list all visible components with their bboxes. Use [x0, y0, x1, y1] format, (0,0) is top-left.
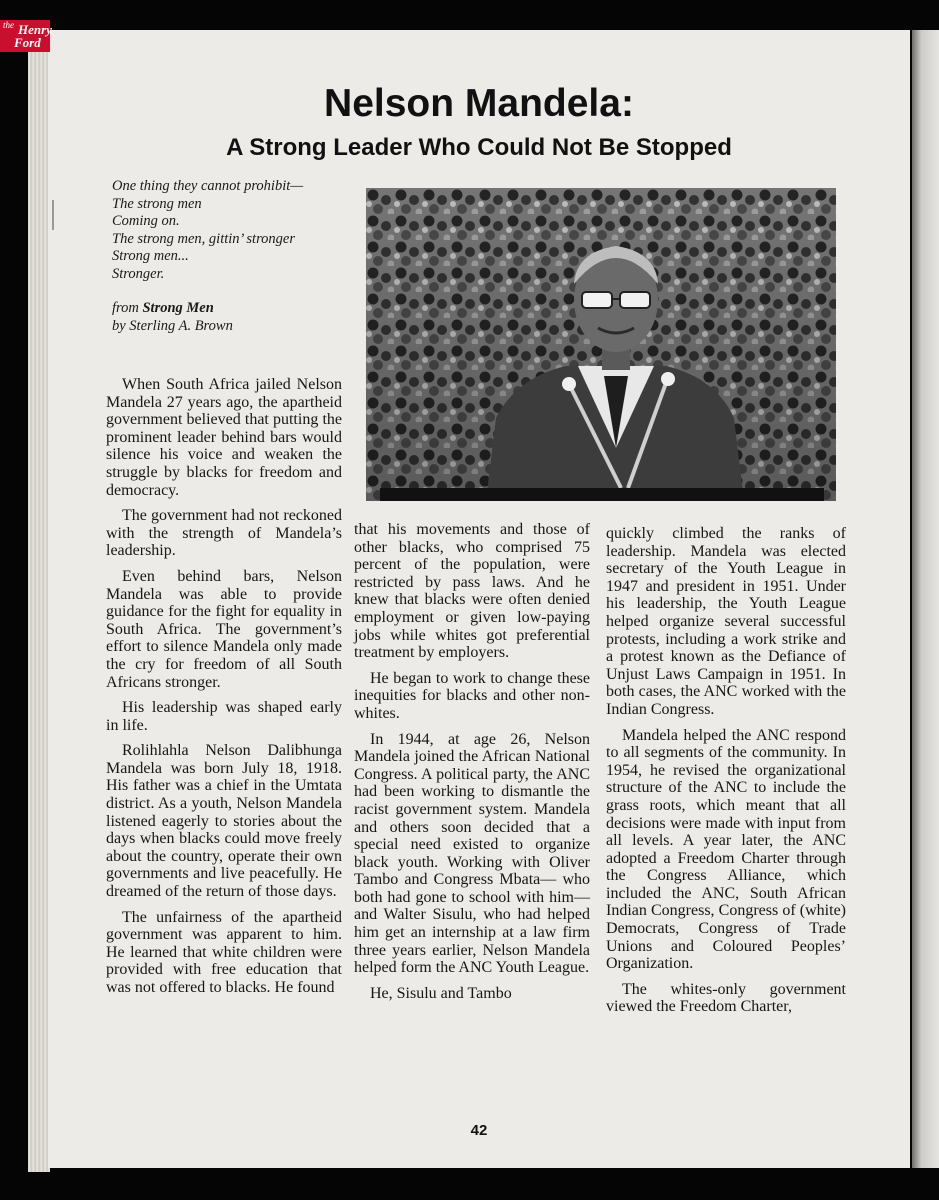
paragraph: Rolihlahla Nelson Dalibhunga Mandela was born July 18, 1918. His father was a chief in the Umtata district. As a youth, Nelson Mandela listened eagerly to stories about the days when blacks could move freely about the country, operate their own governments and live peacefully. He dreamed of the return of those days.: [106, 742, 342, 901]
poem-source: [112, 300, 362, 318]
epigraph-poem: [112, 178, 362, 335]
magazine-page: [48, 30, 910, 1168]
poem-source-title: Strong Men: [142, 300, 214, 316]
paragraph: quickly climbed the ranks of leadership. Mandela was elected secretary of the Youth League in 1947 and president in 1951. Under his leadership, the Youth League helped organize several successful protests, including a work strike and a protest known as the Defiance of Unjust Laws Campaign in 1951. In both cases, the ANC worked with the Indian Congress.: [606, 525, 846, 718]
henry-ford-logo: [0, 20, 50, 52]
poem-author: by Sterling A. Brown: [112, 317, 233, 334]
paragraph: Mandela helped the ANC respond to all segments of the community. In 1954, he revised the organizational structure of the ANC to include the grass roots, which meant that all decisions were made with input from all levels. A year later, the ANC adopted a Freedom Charter through the Congress Alliance, which included the ANC, South African Indian Congress, Congress of (white) Democrats, Congress of Trade Unions and Coloured Peoples’ Organization.: [606, 726, 846, 973]
facing-page-edge: [912, 30, 939, 1168]
poem-from-label: from: [112, 300, 139, 316]
article-column-1: [106, 376, 342, 1005]
paragraph: When South Africa jailed Nelson Mandela 27 years ago, the apartheid government believed that putting the prominent leader behind bars would silence his voice and weaken the struggle by blacks for freedom and democracy.: [106, 376, 342, 499]
article-subtitle: A Strong Leader Who Could Not Be Stopped: [226, 134, 732, 161]
page-number: 42: [470, 1122, 488, 1139]
print-mark: [52, 200, 54, 230]
poem-line: Coming on.: [112, 213, 180, 229]
paragraph: that his movements and those of other blacks, who comprised 75 percent of the population, were restricted by pass laws. And he knew that blacks were often denied employment or given low-paying jobs while whites got preferential treatment by employers.: [354, 521, 590, 662]
article-column-2: [354, 521, 590, 1010]
logo-text-ford: Ford: [14, 35, 41, 50]
photo-illustration: [366, 188, 836, 501]
paragraph: The government had not reckoned with the strength of Mandela’s leadership.: [106, 507, 342, 560]
paragraph: Even behind bars, Nelson Mandela was able to provide guidance for the fight for equality in South Africa. The government’s effort to silence Mandela only made the cry for freedom of all South Africans stronger.: [106, 567, 342, 691]
logo-text-the: the: [3, 20, 14, 30]
poem-line: The strong men, gittin’ stronger: [112, 230, 295, 247]
poem-line: Stronger.: [112, 265, 165, 282]
paragraph: He began to work to change these inequities for blacks and other non-whites.: [354, 669, 590, 722]
book-page-edges: [28, 32, 50, 1172]
poem-line: One thing they cannot prohibit—: [112, 178, 304, 194]
article-column-3: [606, 525, 846, 1024]
paragraph: His leadership was shaped early in life.: [106, 699, 342, 734]
article-title: Nelson Mandela:: [324, 82, 634, 125]
paragraph: In 1944, at age 26, Nelson Mandela joined the African National Congress. A political party, the ANC had been working to dismantle the racist government system. Mandela and others soon decided that a special need existed to organize black youth. Working with Oliver Tambo and Congress Mbata— who both had gone to school with him— and Walter Sisulu, who had helped him get an internship at a law firm three years earlier, Nelson Mandela helped form the ANC Youth League.: [354, 730, 590, 977]
logo-text-henry: Henry: [18, 22, 52, 37]
paragraph: The whites-only government viewed the Freedom Charter,: [606, 980, 846, 1016]
mandela-photo: [366, 188, 836, 501]
poem-line: The strong men: [112, 195, 202, 212]
poem-line: Strong men...: [112, 248, 189, 264]
paragraph: The unfairness of the apartheid government was apparent to him. He learned that white children were provided with free education that was not offered to blacks. He found: [106, 908, 342, 996]
paragraph: He, Sisulu and Tambo: [370, 984, 512, 1002]
